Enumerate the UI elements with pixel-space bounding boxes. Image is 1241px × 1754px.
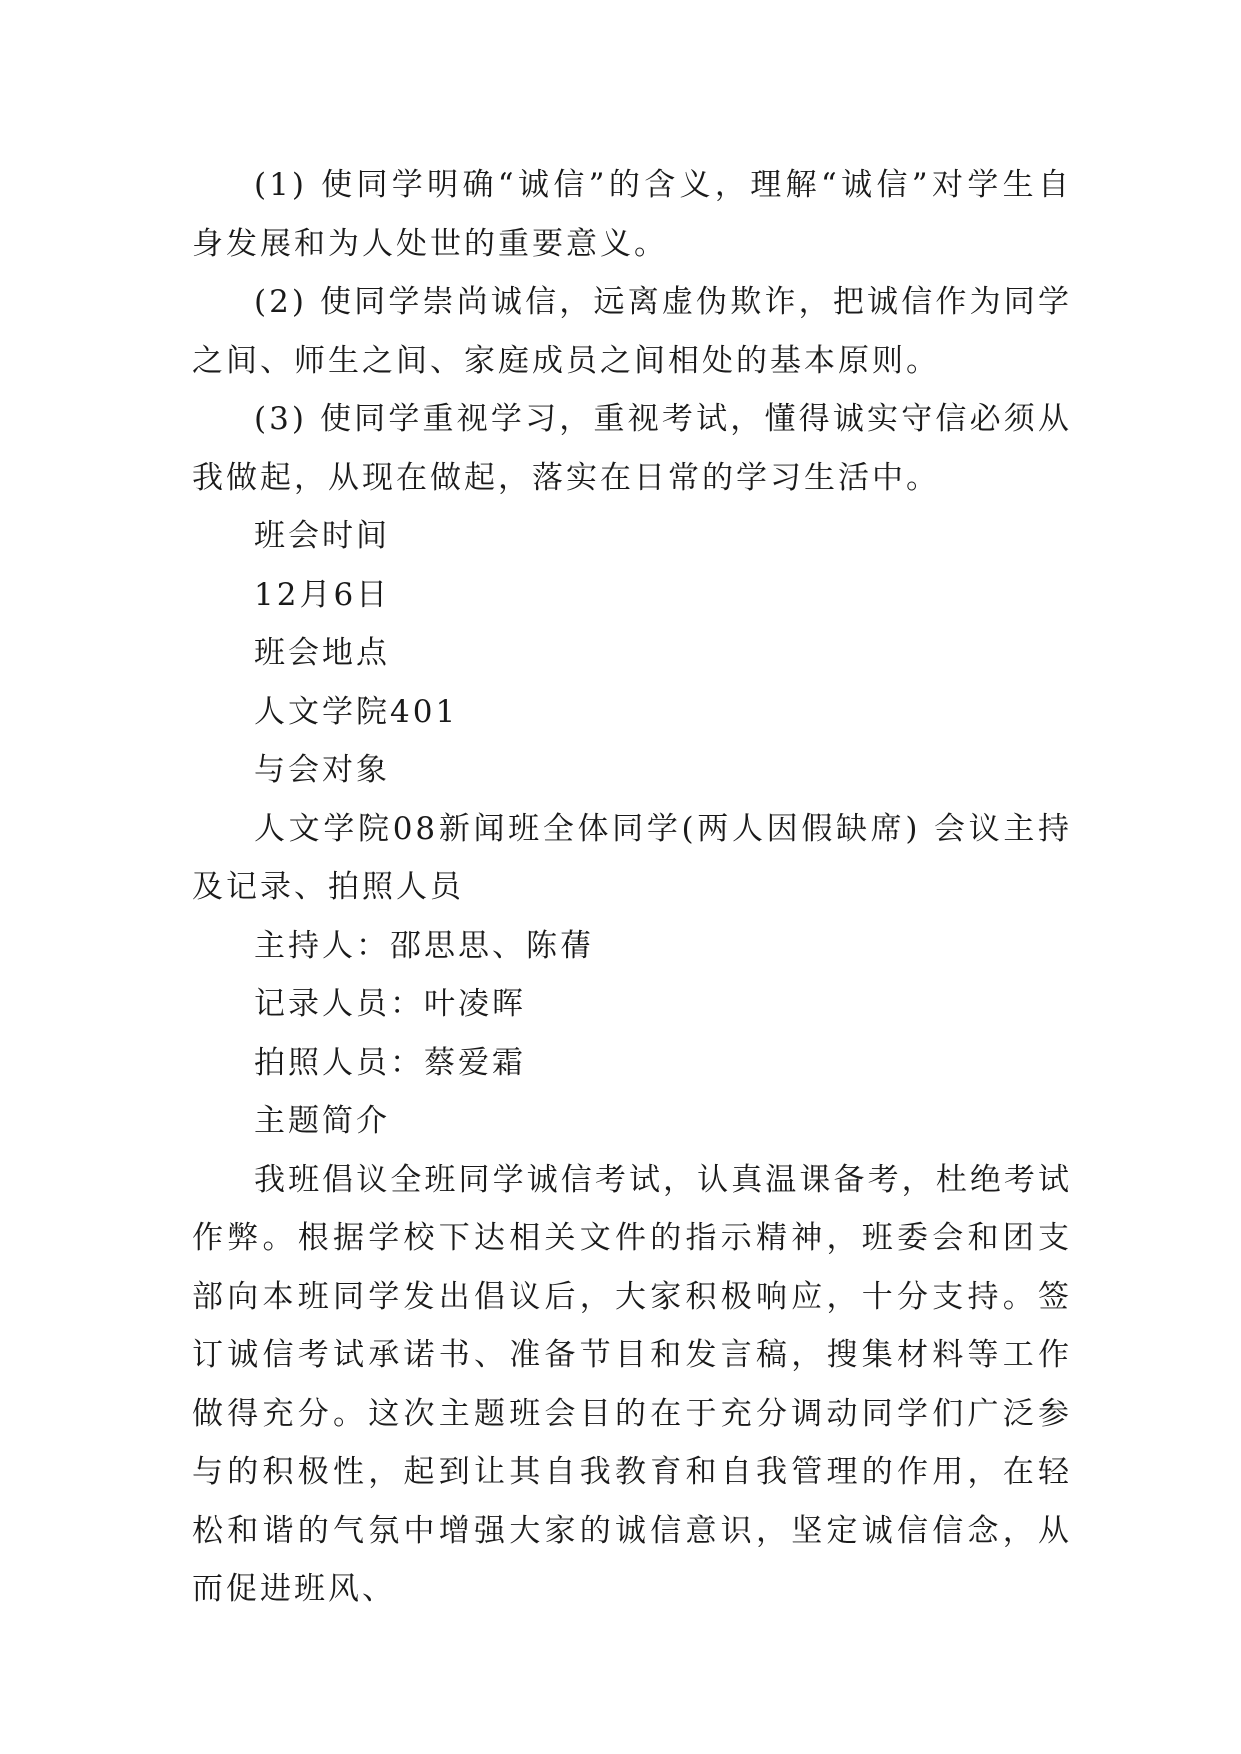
objective-3-paragraph: (3) 使同学重视学习，重视考试，懂得诚实守信必须从我做起，从现在做起，落实在日常的学习生活中。	[192, 401, 1072, 496]
meeting-time-value: 12月6日	[254, 576, 391, 613]
host-line: 主持人：邵思思、陈蒨	[254, 927, 594, 964]
theme-intro-heading: 主题简介	[254, 1103, 390, 1139]
objective-1-paragraph: (1) 使同学明确“诚信”的含义，理解“诚信”对学生自身发展和为人处世的重要意义。	[192, 167, 1072, 262]
attendees-paragraph: 人文学院08新闻班全体同学(两人因假缺席) 会议主持及记录、拍照人员	[192, 810, 1072, 905]
objective-2-paragraph: (2) 使同学崇尚诚信，远离虚伪欺诈，把诚信作为同学之间、师生之间、家庭成员之间相处的基本原则。	[192, 284, 1072, 379]
photographer-line: 拍照人员：蔡爱霜	[254, 1044, 526, 1081]
attendees-heading: 与会对象	[254, 752, 390, 788]
recorder-line: 记录人员：叶凌晖	[254, 986, 526, 1022]
theme-intro-paragraph: 我班倡议全班同学诚信考试，认真温课备考，杜绝考试作弊。根据学校下达相关文件的指示精神，班委会和团支部向本班同学发出倡议后，大家积极响应，十分支持。签订诚信考试承诺书、准备节目和发言稿，搜集材料等工作做得充分。这次主题班会目的在于充分调动同学们广泛参与的积极性，起到让其自我教育和自我管理的作用，在轻松和谐的气氛中增强大家的诚信意识，坚定诚信信念，从而促进班风、	[192, 1161, 1072, 1607]
meeting-place-heading: 班会地点	[254, 635, 390, 671]
meeting-time-heading: 班会时间	[254, 518, 390, 554]
document-body	[192, 156, 1072, 1619]
meeting-place-value: 人文学院401	[254, 693, 459, 730]
